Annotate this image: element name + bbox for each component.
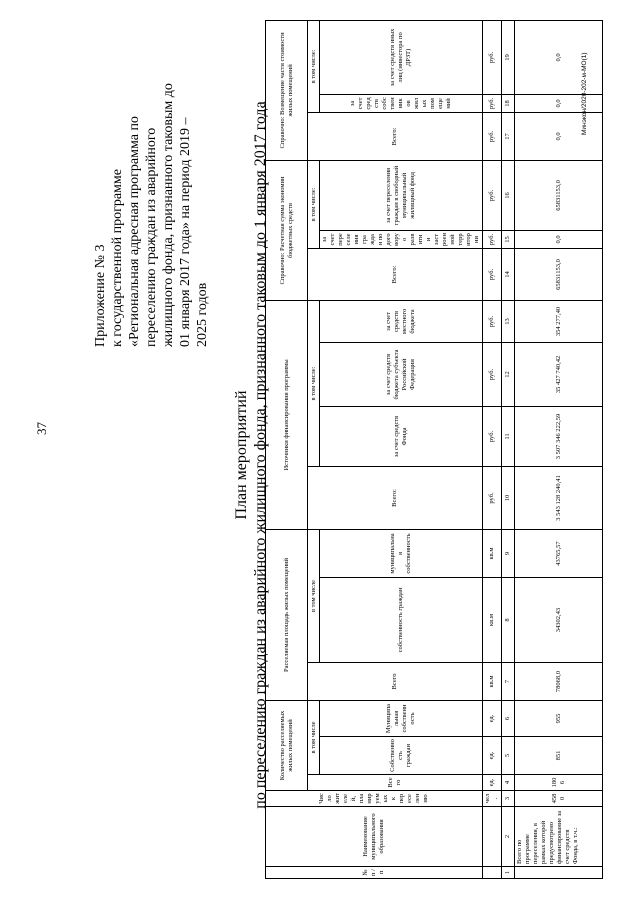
header-municipal-own: муниципальная собственность: [320, 529, 483, 577]
column-number: 19: [502, 20, 515, 94]
column-number: 11: [502, 406, 515, 466]
data-cell: 78068,0: [515, 663, 603, 701]
column-number: 4: [502, 775, 515, 791]
unit-cell: руб.: [483, 248, 502, 300]
data-cell: 34302,43: [515, 578, 603, 663]
plan-title-line: по переселению граждан из аварийного жилищного фонда, признанного таковым до 1 января 2017 года: [252, 101, 269, 809]
data-cell: 65831153,0: [515, 160, 603, 230]
unit-cell: [483, 867, 502, 879]
unit-cell: руб.: [483, 300, 502, 342]
unit-cell: руб.: [483, 230, 502, 248]
data-cell: 4580: [515, 791, 603, 807]
unit-cell: кв.м: [483, 578, 502, 663]
data-cell: [515, 867, 603, 879]
header-incl: в том числе:: [308, 160, 320, 248]
header-total: Всего: [308, 775, 483, 791]
units-row: [483, 20, 502, 878]
header-num: № п / п: [266, 867, 483, 879]
header-reimb-investor: за счет средств иных лиц (инвестора по ДРЗТ): [320, 20, 483, 94]
header-municipality: Наименование муниципального образования: [266, 807, 483, 867]
column-number: 6: [502, 701, 515, 737]
column-number: 14: [502, 248, 515, 300]
column-number: 1: [502, 867, 515, 879]
table-header-row: [266, 20, 308, 878]
header-incl: в том числе:: [308, 20, 320, 112]
unit-cell: руб.: [483, 160, 502, 230]
appendix-header: [92, 57, 211, 347]
column-number: 7: [502, 663, 515, 701]
unit-cell: ед.: [483, 701, 502, 737]
unit-cell: руб.: [483, 20, 502, 94]
data-cell: 3 507 346 222,59: [515, 406, 603, 466]
column-number: 5: [502, 737, 515, 775]
column-number: 2: [502, 807, 515, 867]
column-number: 15: [502, 230, 515, 248]
header-total: Всего: [308, 663, 483, 701]
plan-table: [265, 20, 603, 879]
total-row-label: Всего по программе переселения, в рамках которой предусмотрено финансирование за счет средств Фонда, в т.ч.:: [515, 807, 603, 867]
unit-cell: кв.м: [483, 529, 502, 577]
header-savings-ref: Справочно: Расчетная сумма экономии бюджетных средств: [266, 160, 308, 300]
appendix-line: 2025 годов: [195, 282, 210, 347]
header-funding-sources: Источники финансирования программы: [266, 300, 308, 529]
header-residents: Число жителей, планируемых к переселению: [266, 791, 483, 807]
column-number: 3: [502, 791, 515, 807]
data-cell: 0,0: [515, 112, 603, 160]
column-number: 17: [502, 112, 515, 160]
column-number: 18: [502, 94, 515, 112]
data-cell: 955: [515, 701, 603, 737]
appendix-line: 01 января 2017 года» на период 2019 –: [178, 117, 193, 347]
table-header-row: [308, 20, 320, 878]
data-cell: 1806: [515, 775, 603, 791]
header-savings-free-stock: за счет переселения граждан в свободный муниципальный жилищный фонд: [320, 160, 483, 230]
unit-cell: руб.: [483, 406, 502, 466]
appendix-line: жилищного фонда, признанного таковым до: [161, 83, 176, 347]
header-citizen-own: Собственность граждан: [320, 737, 483, 775]
header-incl: в том числе: [308, 701, 320, 775]
header-incl: в том числе:: [308, 300, 320, 466]
column-number: 10: [502, 466, 515, 529]
header-dwellings-area: Расселяемая площадь жилых помещений: [266, 529, 308, 700]
unit-cell: [483, 807, 502, 867]
header-subject-budget: за счет средств бюджета субъекта Российской Федерации: [320, 342, 483, 406]
header-incl: в том числе: [308, 529, 320, 662]
appendix-line: к государственной программе: [110, 169, 125, 347]
data-cell: 65831153,0: [515, 248, 603, 300]
document-code: Минэкон/2020-202-м-МО(1): [581, 52, 588, 135]
appendix-line: Приложение № 3: [93, 244, 108, 347]
column-number: 8: [502, 578, 515, 663]
header-total: Всего:: [308, 248, 483, 300]
unit-cell: ед.: [483, 737, 502, 775]
data-cell: 35 427 740,42: [515, 342, 603, 406]
plan-title-line: План мероприятий: [233, 390, 250, 520]
header-fund: за счет средств Фонда: [320, 406, 483, 466]
unit-cell: руб.: [483, 112, 502, 160]
data-cell: 43765,57: [515, 529, 603, 577]
unit-cell: ед.: [483, 775, 502, 791]
column-number: 9: [502, 529, 515, 577]
header-total: Всего:: [308, 466, 483, 529]
header-total: Всего:: [308, 112, 483, 160]
data-cell: 0,0: [515, 230, 603, 248]
unit-cell: руб.: [483, 94, 502, 112]
column-number: 12: [502, 342, 515, 406]
column-number-row: [502, 20, 515, 878]
data-cell: 354 277,40: [515, 300, 603, 342]
appendix-line: переселению граждан из аварийного: [144, 127, 159, 347]
header-dwellings-count: Количество расселяемых жилых помещений: [266, 701, 308, 791]
unit-cell: чел.: [483, 791, 502, 807]
unit-cell: руб.: [483, 466, 502, 529]
table-row-total: [515, 20, 603, 878]
column-number: 16: [502, 160, 515, 230]
header-citizen-own: собственность граждан: [320, 578, 483, 663]
header-municipal-own: Муниципальная собственность: [320, 701, 483, 737]
unit-cell: руб.: [483, 342, 502, 406]
column-number: 13: [502, 300, 515, 342]
data-cell: 851: [515, 737, 603, 775]
data-cell: 0,0: [515, 94, 603, 112]
header-savings-territory: за счет переселения граждан по договору о развитии застроенной территории: [320, 230, 483, 248]
header-reimb-owners: за счет средств собственников жилых помещений: [320, 94, 483, 112]
data-cell: 3 543 128 240,41: [515, 466, 603, 529]
appendix-line: «Региональная адресная программа по: [127, 116, 142, 347]
unit-cell: кв.м: [483, 663, 502, 701]
page-number: 37: [34, 422, 49, 435]
header-reimbursement-ref: Справочно: Возмещение части стоимости жилых помещений: [266, 20, 308, 160]
header-local-budget: за счет средств местного бюджета: [320, 300, 483, 342]
data-cell: 0,0: [515, 20, 603, 94]
